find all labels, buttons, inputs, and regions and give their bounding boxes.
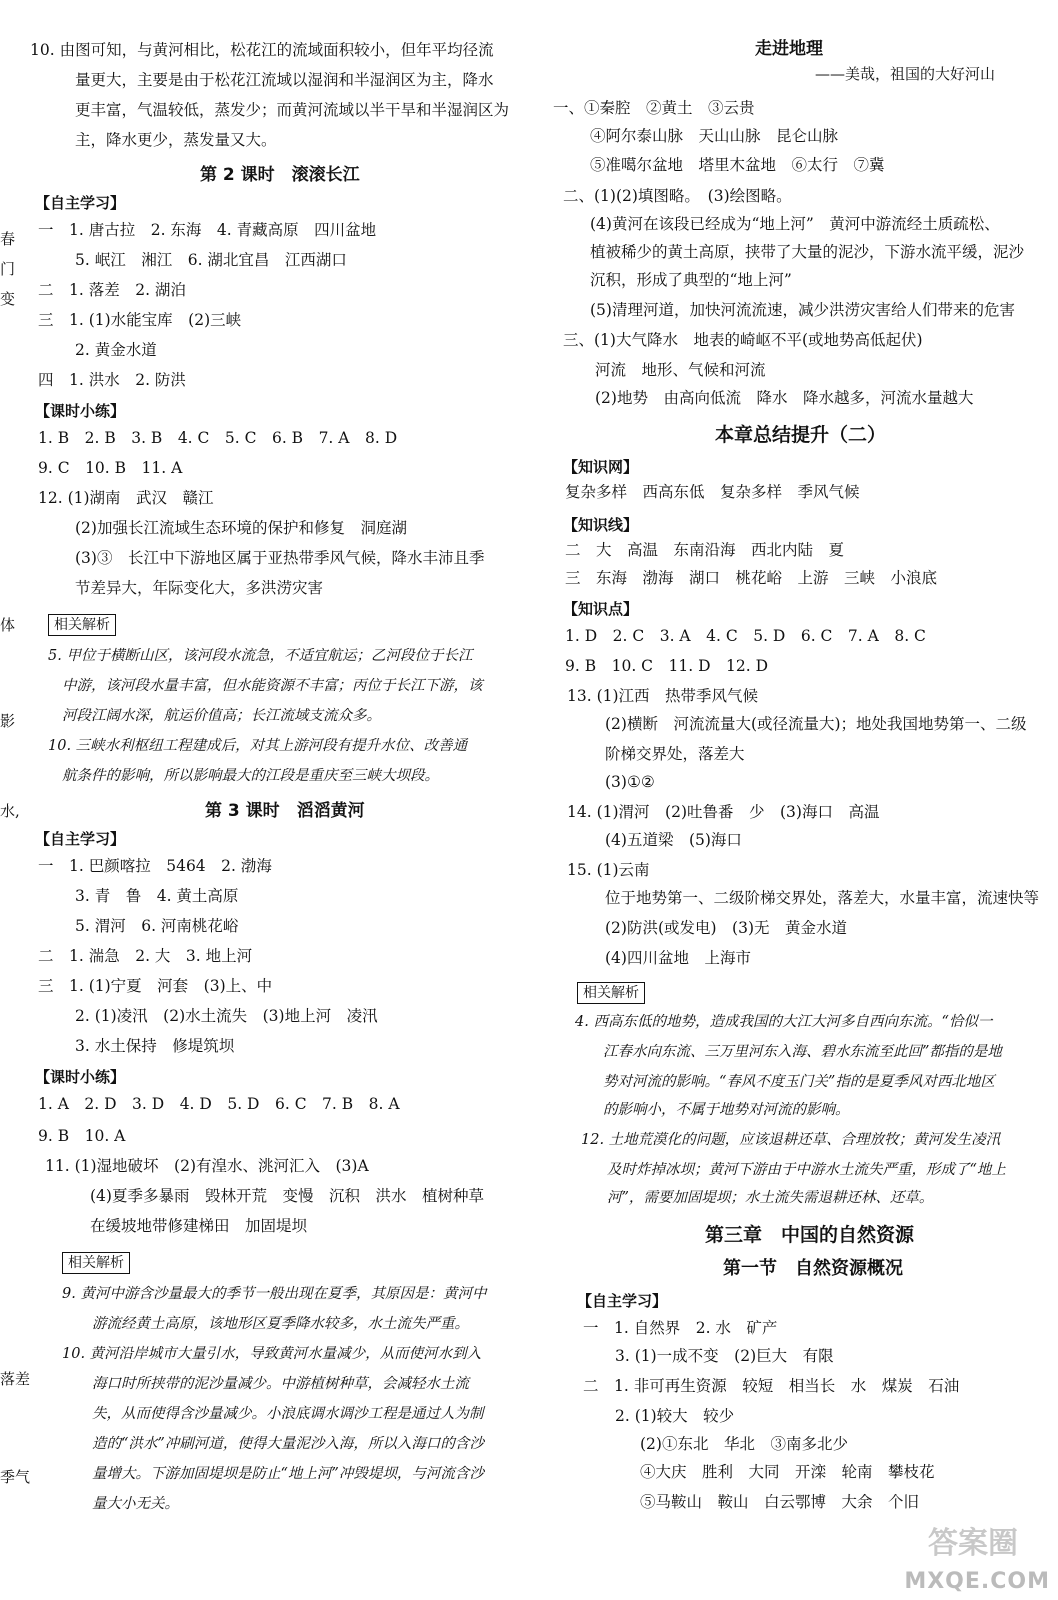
answer-line: 2. 黄金水道: [75, 341, 157, 359]
answer-line: 一 1. 巴颜喀拉 5464 2. 渤海: [38, 857, 272, 875]
answer-line: (3)③ 长江中下游地区属于亚热带季风气候，降水丰沛且季: [75, 549, 485, 567]
analysis-text: 江春水向东流、三万里河东入海、碧水东流至此回”都指的是地: [603, 1044, 1002, 1060]
answer-line: ④大庆 胜利 大同 开滦 轮南 攀枝花: [640, 1463, 935, 1481]
edge-fragment: 季气: [0, 1468, 31, 1486]
edge-fragment: 影: [0, 712, 16, 730]
analysis-text: 12. 土地荒漠化的问题，应该退耕还草、合理放牧；黄河发生凌汛: [581, 1132, 1001, 1148]
answer-line: 阶梯交界处，落差大: [605, 745, 745, 763]
edge-fragment: 春: [0, 230, 16, 248]
answer-line: 节差异大，年际变化大，多洪涝灾害: [75, 579, 324, 597]
analysis-text: 造的“洪水”冲刷河道，使得大量泥沙入海，所以入海口的含沙: [92, 1436, 484, 1452]
answer-line: 三 东海 渤海 湖口 桃花峪 上游 三峡 小浪底: [565, 569, 938, 587]
analysis-text: 10. 三峡水利枢纽工程建成后，对其上游河段有提升水位、改善通: [48, 738, 468, 754]
watermark-text: MXQE.COM: [904, 1569, 1050, 1594]
analysis-text: 河”，需要加固堤坝；水土流失需退耕还林、还草。: [607, 1190, 934, 1206]
knowledge-point-heading: 【知识点】: [563, 600, 639, 618]
analysis-text: 游流经黄土高原，该地形区夏季降水较多，水土流失严重。: [92, 1316, 469, 1332]
answer-line: 5. 岷江 湘江 6. 湖北宜昌 江西湖口: [75, 251, 347, 269]
section-title: 第一节 自然资源概况: [723, 1258, 903, 1279]
analysis-text: 及时炸掉冰坝；黄河下游由于中游水土流失严重，形成了“地上: [607, 1162, 1006, 1178]
answer-line: (4)五道梁 (5)海口: [605, 831, 742, 849]
answer-line: 1. B 2. B 3. B 4. C 5. C 6. B 7. A 8. D: [38, 429, 398, 447]
practice-heading: 【课时小练】: [35, 402, 126, 420]
answer-line: (2)防洪(或发电) (3)无 黄金水道: [605, 919, 848, 937]
knowledge-line-heading: 【知识线】: [563, 516, 639, 534]
edge-fragment: 门: [0, 260, 16, 278]
answer-line: 四 1. 洪水 2. 防洪: [38, 371, 186, 389]
answer-line: (2)①东北 华北 ③南多北少: [640, 1435, 848, 1453]
answer-line: 植被稀少的黄土高原，挟带了大量的泥沙，下游水流平缓，泥沙: [590, 243, 1025, 261]
analysis-text: 的影响小，不属于地势对河流的影响。: [603, 1102, 850, 1118]
answer-line: (4)四川盆地 上海市: [605, 949, 751, 967]
answer-line: 15. (1)云南: [567, 861, 650, 879]
answer-line: 二 1. 湍急 2. 大 3. 地上河: [38, 947, 253, 965]
answer-line: 二、(1)(2)填图略。 (3)绘图略。: [563, 187, 792, 205]
edge-fragment: 落差: [0, 1370, 31, 1388]
chapter-title: 第三章 中国的自然资源: [705, 1224, 915, 1246]
analysis-text: 河段江阔水深，航运价值高；长江流域支流众多。: [62, 708, 381, 724]
answer-line: ⑤马鞍山 鞍山 白云鄂博 大余 个旧: [640, 1493, 920, 1511]
analysis-text: 量大小无关。: [92, 1496, 179, 1512]
section-title: 走进地理: [755, 39, 823, 59]
edge-fragment: 体: [0, 616, 16, 634]
answer-line: 3. (1)一成不变 (2)巨大 有限: [615, 1347, 834, 1365]
answer-line: 3. 青 鲁 4. 黄土高原: [75, 887, 239, 905]
answer-line: 在缓坡地带修建梯田 加固堤坝: [90, 1217, 308, 1235]
answer-line: 三 1. (1)宁夏 河套 (3)上、中: [38, 977, 273, 995]
analysis-text: 失，从而使得含沙量减少。小浪底调水调沙工程是通过人为制: [92, 1406, 484, 1422]
analysis-text: 5. 甲位于横断山区，该河段水流急，不适宜航运；乙河段位于长江: [48, 648, 473, 664]
answer-line: 二 大 高温 东南沿海 西北内陆 夏: [565, 541, 845, 559]
answer-line: 位于地势第一、二级阶梯交界处，落差大，水量丰富，流速快等: [605, 889, 1040, 907]
answer-line: 9. B 10. C 11. D 12. D: [565, 657, 769, 675]
analysis-label: 相关解析: [577, 982, 645, 1004]
practice-heading: 【课时小练】: [35, 1068, 126, 1086]
analysis-text: 势对河流的影响。“春风不度玉门关”指的是夏季风对西北地区: [603, 1074, 995, 1090]
answer-line: 3. 水土保持 修堤筑坝: [75, 1037, 235, 1055]
answer-line: (2)横断 河流流量大(或径流量大)；地处我国地势第一、二级: [605, 715, 1027, 733]
analysis-text: 海口时所挟带的泥沙量减少。中游植树种草，会减轻水土流: [92, 1376, 469, 1392]
answer-line: 13. (1)江西 热带季风气候: [567, 687, 759, 705]
answer-line: 1. A 2. D 3. D 4. D 5. D 6. C 7. B 8. A: [38, 1095, 400, 1113]
analysis-label: 相关解析: [62, 1252, 130, 1274]
lesson2-title: 第 2 课时 滚滚长江: [200, 165, 360, 185]
answer-line: 5. 渭河 6. 河南桃花峪: [75, 917, 239, 935]
answer-line: 11. (1)湿地破坏 (2)有湟水、洮河汇入 (3)A: [45, 1157, 369, 1175]
answer-line: 三 1. (1)水能宝库 (2)三峡: [38, 311, 242, 329]
answer-line: 9. B 10. A: [38, 1127, 126, 1145]
answer-line: 三、(1)大气降水 地表的崎岖不平(或地势高低起伏): [563, 331, 923, 349]
answer-line: ④阿尔泰山脉 天山山脉 昆仑山脉: [590, 127, 839, 145]
edge-fragment: 变: [0, 290, 16, 308]
self-study-heading: 【自主学习】: [577, 1292, 668, 1310]
section-subtitle: ——美哉，祖国的大好河山: [815, 65, 996, 83]
analysis-text: 10. 黄河沿岸城市大量引水，导致黄河水量减少，从而使河水到入: [62, 1346, 482, 1362]
answer-text: 10. 由图可知，与黄河相比，松花江的流域面积较小，但年平均径流: [30, 41, 494, 59]
answer-line: 14. (1)渭河 (2)吐鲁番 少 (3)海口 高温: [567, 803, 880, 821]
answer-line: (2)地势 由高向低流 降水 降水越多，河流水量越大: [595, 389, 974, 407]
answer-line: 9. C 10. B 11. A: [38, 459, 183, 477]
answer-line: 一 1. 自然界 2. 水 矿产: [583, 1319, 778, 1337]
answer-line: 2. (1)凌汛 (2)水土流失 (3)地上河 凌汛: [75, 1007, 378, 1025]
answer-line: (3)①②: [605, 773, 655, 791]
answer-line: (4)黄河在该段已经成为“地上河” 黄河中游流经土质疏松、: [590, 215, 1000, 233]
analysis-label: 相关解析: [48, 614, 116, 636]
chapter-summary-title: 本章总结提升（二）: [715, 424, 887, 446]
knowledge-net-heading: 【知识网】: [563, 458, 639, 476]
analysis-text: 中游，该河段水量丰富，但水能资源不丰富；丙位于长江下游，该: [62, 678, 483, 694]
answer-text: 更丰富，气温较低，蒸发少；而黄河流域以半干旱和半湿润区为: [75, 101, 510, 119]
answer-text: 主，降水更少，蒸发量又大。: [75, 131, 277, 149]
answer-line: 一、①秦腔 ②黄土 ③云贵: [553, 99, 755, 117]
self-study-heading: 【自主学习】: [35, 194, 126, 212]
answer-line: 2. (1)较大 较少: [615, 1407, 735, 1425]
answer-text: 量更大，主要是由于松花江流域以湿润和半湿润区为主，降水: [75, 71, 494, 89]
answer-line: 12. (1)湖南 武汉 赣江: [38, 489, 214, 507]
answer-line: (5)清理河道，加快河流流速，减少洪涝灾害给人们带来的危害: [590, 301, 1015, 319]
analysis-text: 9. 黄河中游含沙量最大的季节一般出现在夏季，其原因是：黄河中: [62, 1286, 487, 1302]
analysis-text: 4. 西高东低的地势，造成我国的大江大河多自西向东流。“恰似一: [575, 1014, 993, 1030]
self-study-heading: 【自主学习】: [35, 830, 126, 848]
answer-line: ⑤准噶尔盆地 塔里木盆地 ⑥太行 ⑦冀: [590, 156, 885, 174]
edge-fragment: 水,: [0, 802, 20, 820]
answer-line: (4)夏季多暴雨 毁林开荒 变慢 沉积 洪水 植树种草: [90, 1187, 484, 1205]
watermark-logo: 答案圈: [928, 1526, 1018, 1561]
answer-line: (2)加强长江流域生态环境的保护和修复 洞庭湖: [75, 519, 407, 537]
answer-line: 一 1. 唐古拉 2. 东海 4. 青藏高原 四川盆地: [38, 221, 377, 239]
analysis-text: 航条件的影响，所以影响最大的江段是重庆至三峡大坝段。: [62, 768, 439, 784]
answer-line: 1. D 2. C 3. A 4. C 5. D 6. C 7. A 8. C: [565, 627, 926, 645]
answer-line: 沉积，形成了典型的“地上河”: [590, 271, 792, 289]
answer-line: 二 1. 落差 2. 湖泊: [38, 281, 186, 299]
lesson3-title: 第 3 课时 滔滔黄河: [205, 801, 365, 821]
answer-line: 河流 地形、气候和河流: [595, 361, 766, 379]
answer-line: 复杂多样 西高东低 复杂多样 季风气候: [565, 483, 860, 501]
analysis-text: 量增大。下游加固堤坝是防止“地上河”冲毁堤坝，与河流含沙: [92, 1466, 484, 1482]
answer-line: 二 1. 非可再生资源 较短 相当长 水 煤炭 石油: [583, 1377, 960, 1395]
